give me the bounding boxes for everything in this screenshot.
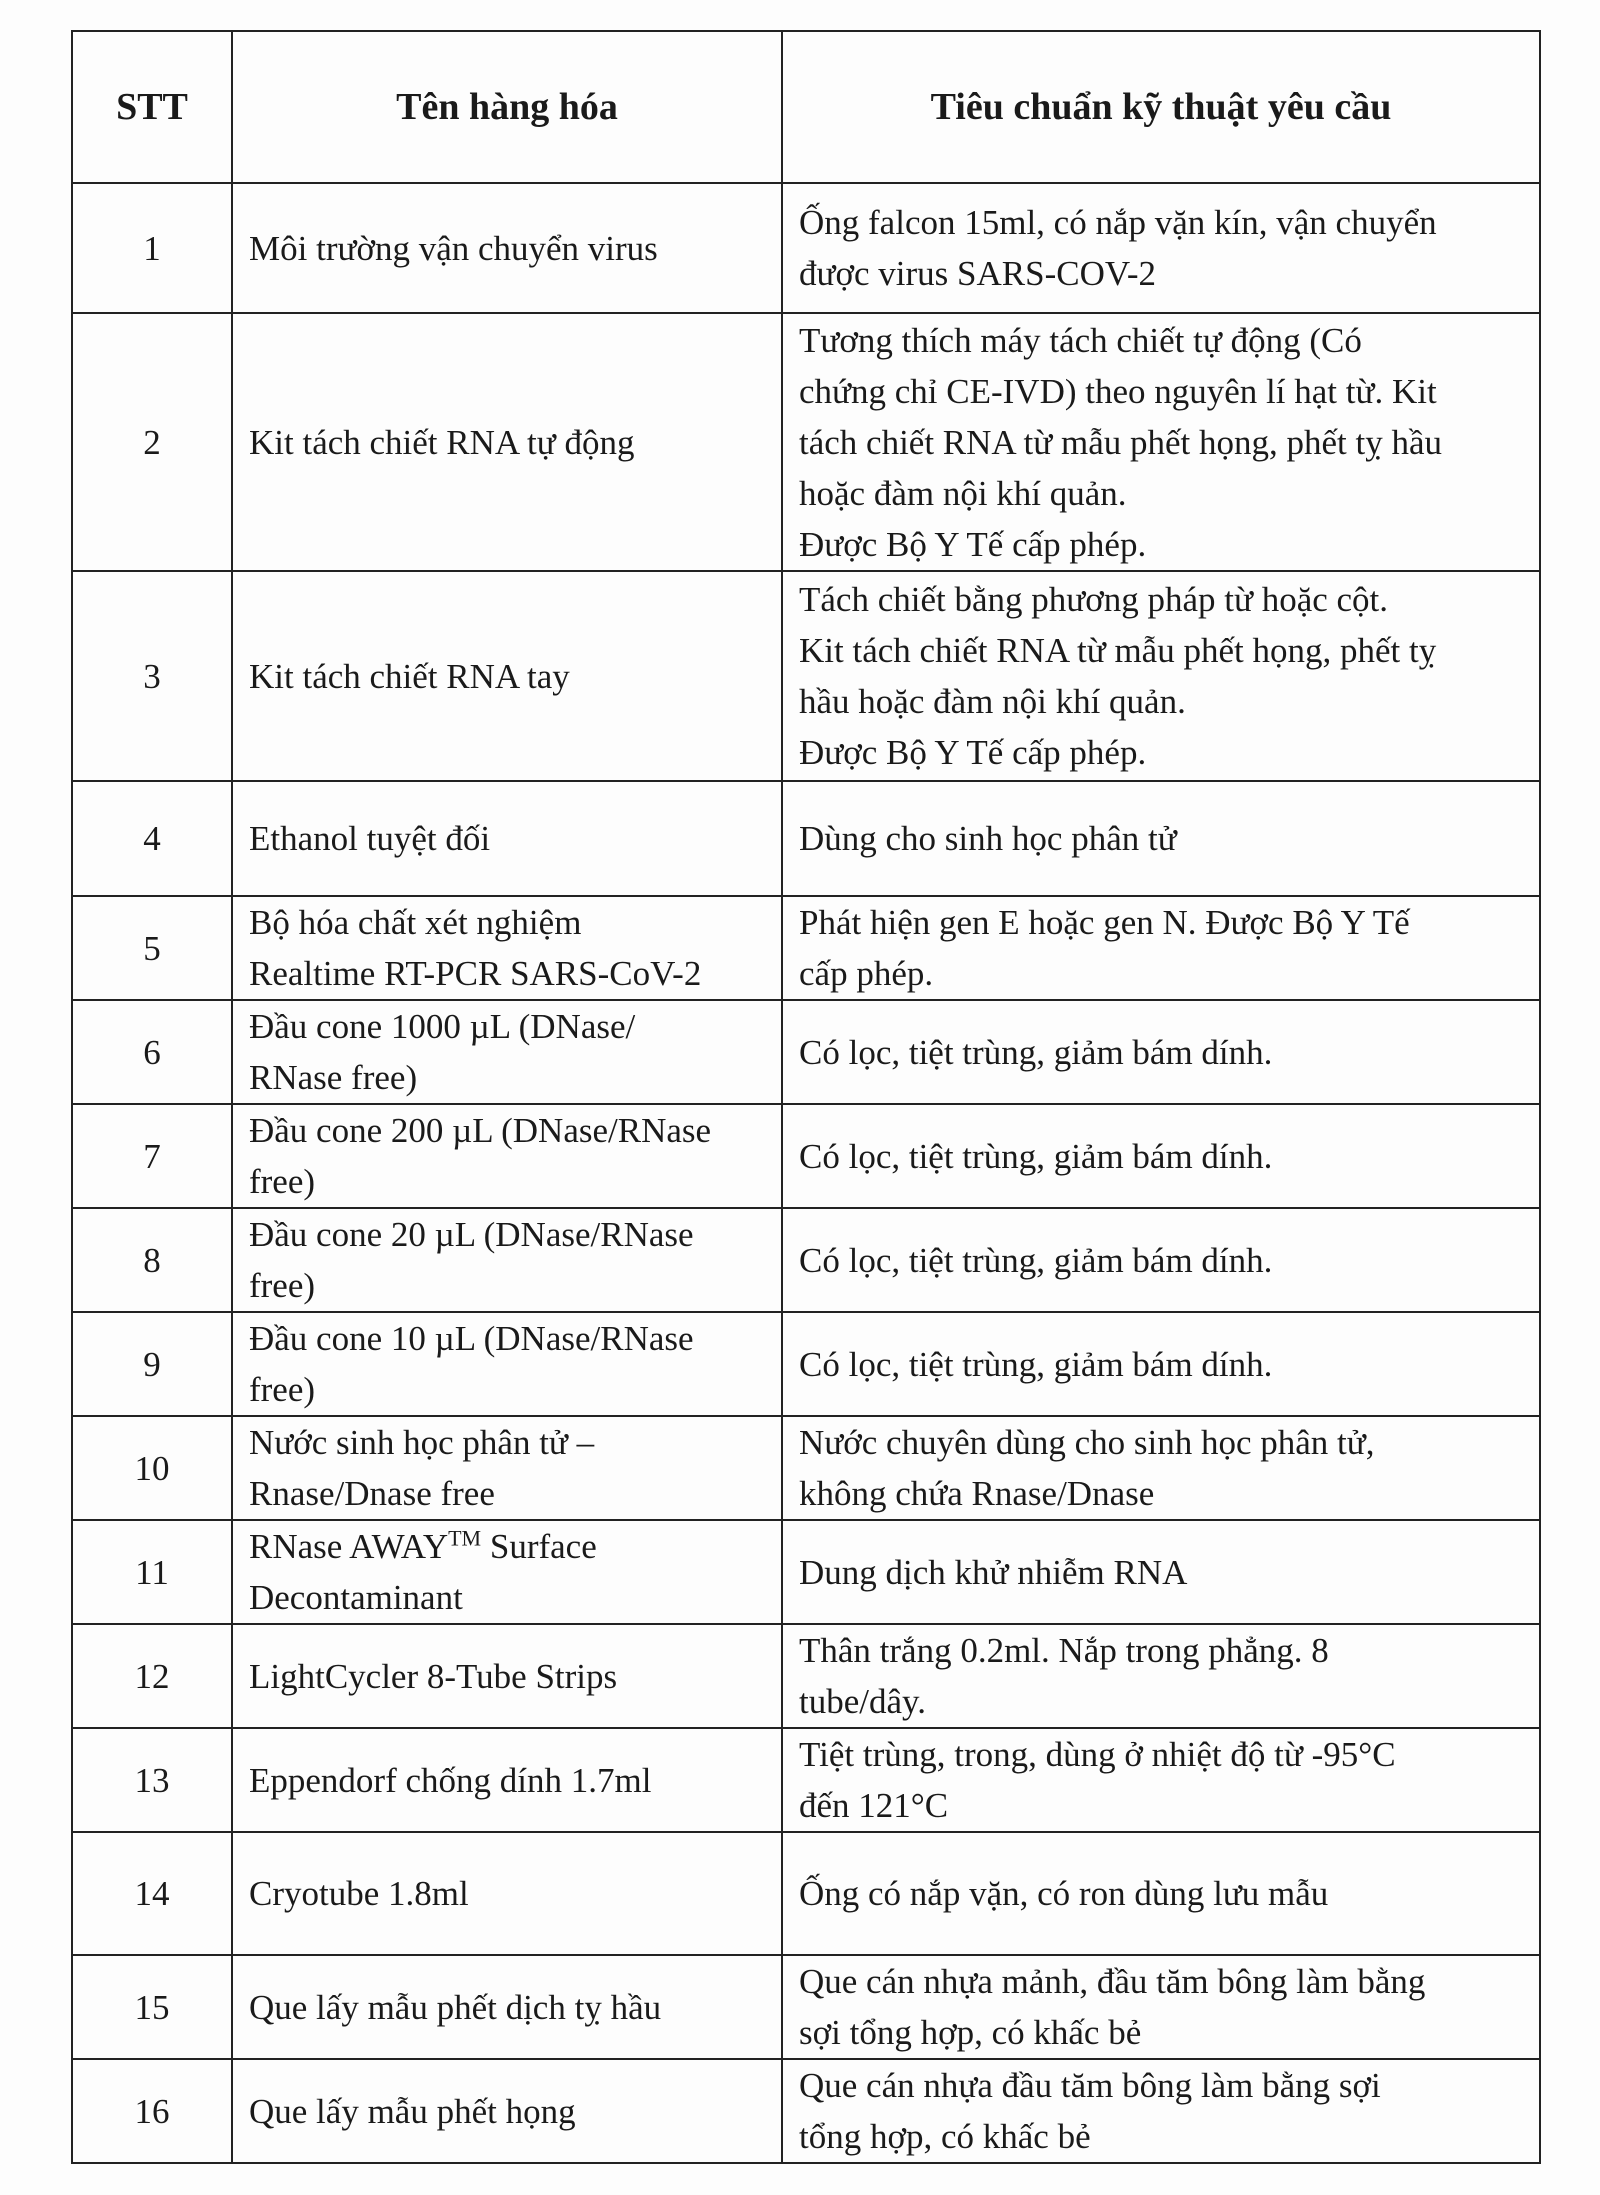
row-number: 16 bbox=[72, 2059, 232, 2163]
row-number: 9 bbox=[72, 1312, 232, 1416]
specification-table bbox=[71, 30, 1541, 2164]
row-number: 13 bbox=[72, 1728, 232, 1832]
table-row bbox=[72, 1312, 1540, 1416]
row-number: 15 bbox=[72, 1955, 232, 2059]
item-name: Đầu cone 200 µL (DNase/RNase free) bbox=[232, 1104, 782, 1208]
row-number: 7 bbox=[72, 1104, 232, 1208]
row-number: 6 bbox=[72, 1000, 232, 1104]
row-number: 8 bbox=[72, 1208, 232, 1312]
item-name: RNase AWAY™ Surface Decontaminant bbox=[232, 1520, 782, 1624]
table-row bbox=[72, 1832, 1540, 1955]
header-name: Tên hàng hóa bbox=[232, 31, 782, 183]
item-name: Đầu cone 1000 µL (DNase/ RNase free) bbox=[232, 1000, 782, 1104]
header-spec: Tiêu chuẩn kỹ thuật yêu cầu bbox=[782, 31, 1540, 183]
item-spec: Ống falcon 15ml, có nắp vặn kín, vận chuyển được virus SARS-COV-2 bbox=[782, 183, 1540, 313]
table-row bbox=[72, 1416, 1540, 1520]
item-spec: Dung dịch khử nhiễm RNA bbox=[782, 1520, 1540, 1624]
table-row bbox=[72, 1000, 1540, 1104]
item-spec: Phát hiện gen E hoặc gen N. Được Bộ Y Tế cấp phép. bbox=[782, 896, 1540, 1000]
table-row bbox=[72, 183, 1540, 313]
item-spec: Tách chiết bằng phương pháp từ hoặc cột. Kit tách chiết RNA từ mẫu phết họng, phết tỵ hầu hoặc đàm nội khí quản. Được Bộ Y Tế cấp phép. bbox=[782, 571, 1540, 781]
item-name: Đầu cone 20 µL (DNase/RNase free) bbox=[232, 1208, 782, 1312]
item-name: Bộ hóa chất xét nghiệm Realtime RT-PCR SARS-CoV-2 bbox=[232, 896, 782, 1000]
table-row bbox=[72, 781, 1540, 896]
row-number: 3 bbox=[72, 571, 232, 781]
row-number: 10 bbox=[72, 1416, 232, 1520]
table-row bbox=[72, 896, 1540, 1000]
item-name: LightCycler 8-Tube Strips bbox=[232, 1624, 782, 1728]
item-name: Ethanol tuyệt đối bbox=[232, 781, 782, 896]
item-name: Que lấy mẫu phết dịch tỵ hầu bbox=[232, 1955, 782, 2059]
item-spec: Tiệt trùng, trong, dùng ở nhiệt độ từ -95°C đến 121°C bbox=[782, 1728, 1540, 1832]
row-number: 11 bbox=[72, 1520, 232, 1624]
row-number: 5 bbox=[72, 896, 232, 1000]
item-name: Đầu cone 10 µL (DNase/RNase free) bbox=[232, 1312, 782, 1416]
table-row bbox=[72, 1955, 1540, 2059]
item-spec: Que cán nhựa mảnh, đầu tăm bông làm bằng sợi tổng hợp, có khấc bẻ bbox=[782, 1955, 1540, 2059]
header-stt: STT bbox=[72, 31, 232, 183]
item-name: Que lấy mẫu phết họng bbox=[232, 2059, 782, 2163]
table-header-row bbox=[72, 31, 1540, 183]
table-row bbox=[72, 313, 1540, 571]
item-spec: Dùng cho sinh học phân tử bbox=[782, 781, 1540, 896]
item-spec: Tương thích máy tách chiết tự động (Có chứng chỉ CE-IVD) theo nguyên lí hạt từ. Kit tách chiết RNA từ mẫu phết họng, phết tỵ hầu hoặc đàm nội khí quản. Được Bộ Y Tế cấp phép. bbox=[782, 313, 1540, 571]
item-name: Môi trường vận chuyển virus bbox=[232, 183, 782, 313]
row-number: 14 bbox=[72, 1832, 232, 1955]
row-number: 1 bbox=[72, 183, 232, 313]
item-spec: Có lọc, tiệt trùng, giảm bám dính. bbox=[782, 1208, 1540, 1312]
item-spec: Có lọc, tiệt trùng, giảm bám dính. bbox=[782, 1312, 1540, 1416]
item-name: Nước sinh học phân tử – Rnase/Dnase free bbox=[232, 1416, 782, 1520]
table-row bbox=[72, 1104, 1540, 1208]
row-number: 4 bbox=[72, 781, 232, 896]
row-number: 12 bbox=[72, 1624, 232, 1728]
table-row bbox=[72, 2059, 1540, 2163]
item-spec: Ống có nắp vặn, có ron dùng lưu mẫu bbox=[782, 1832, 1540, 1955]
table-row bbox=[72, 1624, 1540, 1728]
row-number: 2 bbox=[72, 313, 232, 571]
table-row bbox=[72, 1208, 1540, 1312]
table-row bbox=[72, 1728, 1540, 1832]
item-spec: Nước chuyên dùng cho sinh học phân tử, không chứa Rnase/Dnase bbox=[782, 1416, 1540, 1520]
item-spec: Có lọc, tiệt trùng, giảm bám dính. bbox=[782, 1000, 1540, 1104]
item-name: Eppendorf chống dính 1.7ml bbox=[232, 1728, 782, 1832]
table-row bbox=[72, 1520, 1540, 1624]
item-spec: Có lọc, tiệt trùng, giảm bám dính. bbox=[782, 1104, 1540, 1208]
item-name: Kit tách chiết RNA tự động bbox=[232, 313, 782, 571]
item-spec: Que cán nhựa đầu tăm bông làm bằng sợi tổng hợp, có khấc bẻ bbox=[782, 2059, 1540, 2163]
item-name: Kit tách chiết RNA tay bbox=[232, 571, 782, 781]
table-row bbox=[72, 571, 1540, 781]
item-spec: Thân trắng 0.2ml. Nắp trong phẳng. 8 tube/dây. bbox=[782, 1624, 1540, 1728]
item-name: Cryotube 1.8ml bbox=[232, 1832, 782, 1955]
